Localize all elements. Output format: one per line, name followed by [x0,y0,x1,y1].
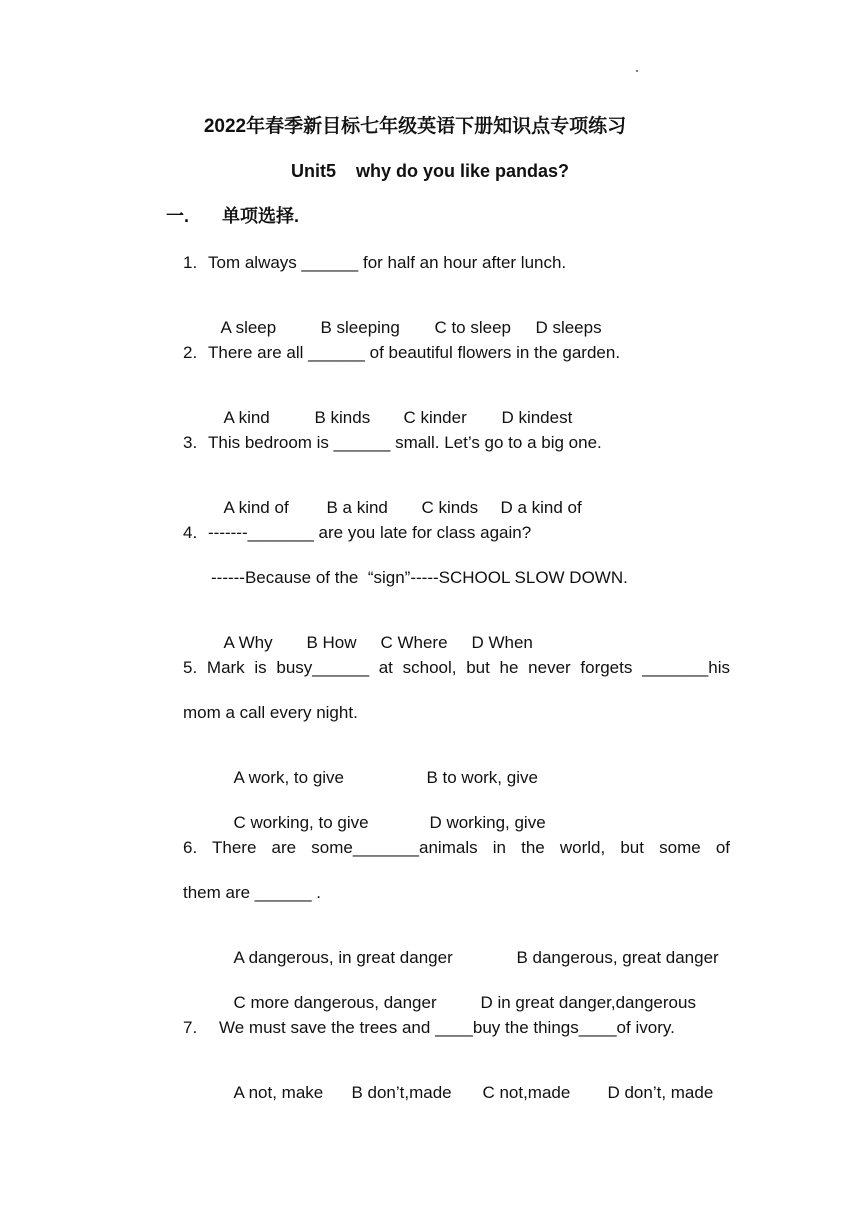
question-7 [183,1018,675,1038]
options-2 [214,388,572,428]
option-d: D When [471,633,533,652]
option-c: C to sleep [434,318,511,337]
question-text: -------_______ are you late for class again? [208,523,532,542]
section-number: 一. [166,206,190,226]
option-b: B a kind [326,498,388,517]
option-c: C working, to give [233,813,369,832]
question-6-line-2: them are ______ . [183,883,321,902]
options-5-row-2 [224,793,546,833]
question-5 [183,658,730,678]
option-a: A work, to give [233,768,345,787]
question-text: We must save the trees and ____buy the things____of ivory. [219,1018,675,1037]
question-number: 2. [183,343,198,362]
question-6 [183,838,730,858]
question-number: 6. [183,838,198,857]
option-a: A Why [223,633,273,652]
question-number: 7. [183,1018,198,1037]
option-d: D working, give [429,813,546,832]
option-c: C not,made [482,1083,571,1102]
option-d: D sleeps [535,318,602,337]
question-text: There are some_______animals in the world, but some of [212,838,730,857]
question-1 [183,253,566,273]
option-a: A kind [223,408,270,427]
option-c: C Where [380,633,448,652]
options-4 [214,613,533,653]
option-d: D kindest [501,408,573,427]
question-2 [183,343,620,363]
question-number: 5. [183,658,198,677]
option-b: B to work, give [426,768,538,787]
question-text: Tom always ______ for half an hour after lunch. [208,253,567,272]
question-number: 3. [183,433,198,452]
question-number: 4. [183,523,198,542]
option-d: D don’t, made [607,1083,714,1102]
page-dot [636,70,638,72]
options-3 [214,478,582,518]
option-b: B don’t,made [351,1083,452,1102]
options-6-row-1 [224,928,719,968]
option-b: B dangerous, great danger [516,948,719,967]
option-a: A sleep [220,318,277,337]
options-5-row-1 [224,748,538,788]
options-6-row-2 [224,973,696,1013]
option-b: B kinds [314,408,371,427]
question-5-line-2: mom a call every night. [183,703,358,722]
question-text: There are all ______ of beautiful flowers in the garden. [208,343,621,362]
option-b: B sleeping [320,318,400,337]
option-c: C kinder [403,408,467,427]
options-1 [211,298,602,338]
option-b: B How [306,633,357,652]
section-heading [166,206,299,226]
question-number: 1. [183,253,198,272]
page-subtitle: Unit5 why do you like pandas? [290,161,570,181]
option-a: A not, make [233,1083,324,1102]
question-text: Mark is busy______ at school, but he never forgets _______his [206,658,730,677]
option-a: A kind of [223,498,289,517]
option-d: D a kind of [500,498,582,517]
question-4-line-2: ------Because of the “sign”-----SCHOOL SLOW DOWN. [211,568,628,587]
option-a: A dangerous, in great danger [233,948,453,967]
option-c: C more dangerous, danger [233,993,437,1012]
question-4 [183,523,531,543]
section-label: 单项选择. [222,206,300,226]
options-7 [224,1063,713,1103]
option-d: D in great danger,dangerous [480,993,696,1012]
question-text: This bedroom is ______ small. Let’s go to a big one. [208,433,602,452]
option-c: C kinds [421,498,479,517]
question-3 [183,433,602,453]
page-title: 2022年春季新目标七年级英语下册知识点专项练习 [203,116,627,137]
